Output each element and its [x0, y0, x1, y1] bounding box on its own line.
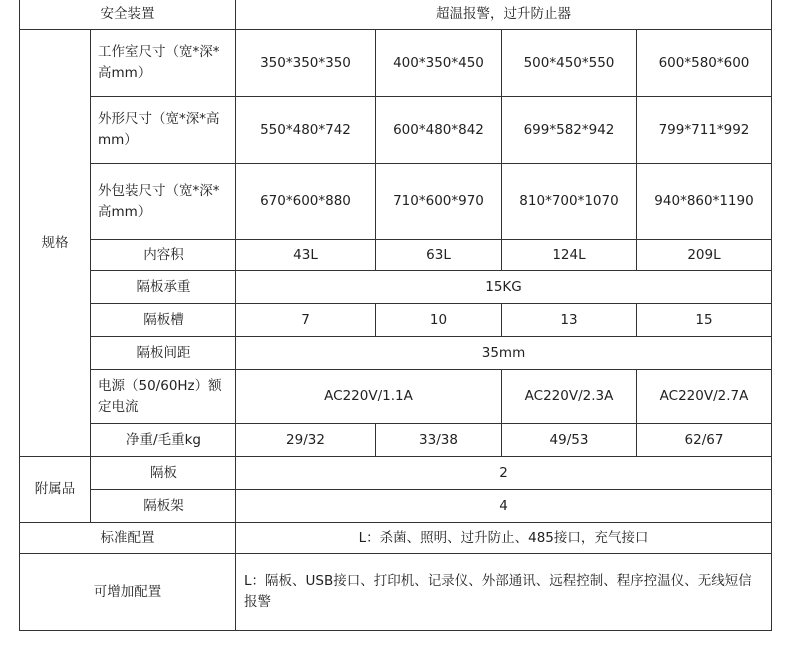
cell: 600*580*600: [637, 30, 772, 97]
table-row-power: [20, 370, 772, 424]
safety-value: 超温报警，过升防止器: [236, 0, 772, 30]
table-row-standard-config: [20, 523, 772, 554]
cell: 7: [236, 304, 376, 337]
cell: 15: [637, 304, 772, 337]
cell: 49/53: [502, 424, 637, 457]
row-label-chamber-size: 工作室尺寸（宽*深*高mm）: [91, 30, 236, 97]
table-row-volume: [20, 240, 772, 271]
row-label-power: 电源（50/60Hz）额定电流: [91, 370, 236, 424]
row-label-shelf-rack: 隔板架: [91, 490, 236, 523]
table-row-shelf-count: [20, 457, 772, 490]
row-label-weight: 净重/毛重kg: [91, 424, 236, 457]
accessories-group-label: 附属品: [20, 457, 91, 523]
table-row-optional-config: [20, 554, 772, 631]
cell: 63L: [376, 240, 502, 271]
row-label-shelf-spacing: 隔板间距: [91, 337, 236, 370]
table-row-outer-size: [20, 97, 772, 164]
row-label-shelf-slots: 隔板槽: [91, 304, 236, 337]
cell: 670*600*880: [236, 164, 376, 240]
table-row-weight: [20, 424, 772, 457]
cell: 2: [236, 457, 772, 490]
table-row-package-size: [20, 164, 772, 240]
cell: 710*600*970: [376, 164, 502, 240]
cell: 15KG: [236, 271, 772, 304]
cell: 600*480*842: [376, 97, 502, 164]
row-label-shelf: 隔板: [91, 457, 236, 490]
cell: 400*350*450: [376, 30, 502, 97]
safety-label: 安全装置: [20, 0, 236, 30]
cell: AC220V/1.1A: [236, 370, 502, 424]
cell: 4: [236, 490, 772, 523]
spec-group-label: 规格: [20, 30, 91, 457]
cell: 29/32: [236, 424, 376, 457]
cell: 810*700*1070: [502, 164, 637, 240]
row-label-volume: 内容积: [91, 240, 236, 271]
optional-config-value: L：隔板、USB接口、打印机、记录仪、外部通讯、远程控制、程序控温仪、无线短信报警: [236, 554, 772, 631]
standard-config-label: 标准配置: [20, 523, 236, 554]
table-row-shelf-spacing: [20, 337, 772, 370]
cell: 500*450*550: [502, 30, 637, 97]
cell: AC220V/2.3A: [502, 370, 637, 424]
table-row-chamber-size: [20, 30, 772, 97]
cell: 33/38: [376, 424, 502, 457]
cell: 209L: [637, 240, 772, 271]
table-row-shelf-load: [20, 271, 772, 304]
cell: 10: [376, 304, 502, 337]
cell: 124L: [502, 240, 637, 271]
optional-config-label: 可增加配置: [20, 554, 236, 631]
cell: 62/67: [637, 424, 772, 457]
spec-table: [19, 0, 772, 631]
cell: 940*860*1190: [637, 164, 772, 240]
table-row-safety: [20, 0, 772, 30]
row-label-package-size: 外包装尺寸（宽*深*高mm）: [91, 164, 236, 240]
standard-config-value: L：杀菌、照明、过升防止、485接口，充气接口: [236, 523, 772, 554]
table-row-shelf-rack: [20, 490, 772, 523]
cell: 550*480*742: [236, 97, 376, 164]
cell: 799*711*992: [637, 97, 772, 164]
row-label-shelf-load: 隔板承重: [91, 271, 236, 304]
cell: 13: [502, 304, 637, 337]
row-label-outer-size: 外形尺寸（宽*深*高mm）: [91, 97, 236, 164]
cell: 43L: [236, 240, 376, 271]
cell: 699*582*942: [502, 97, 637, 164]
cell: AC220V/2.7A: [637, 370, 772, 424]
cell: 350*350*350: [236, 30, 376, 97]
table-row-shelf-slots: [20, 304, 772, 337]
cell: 35mm: [236, 337, 772, 370]
